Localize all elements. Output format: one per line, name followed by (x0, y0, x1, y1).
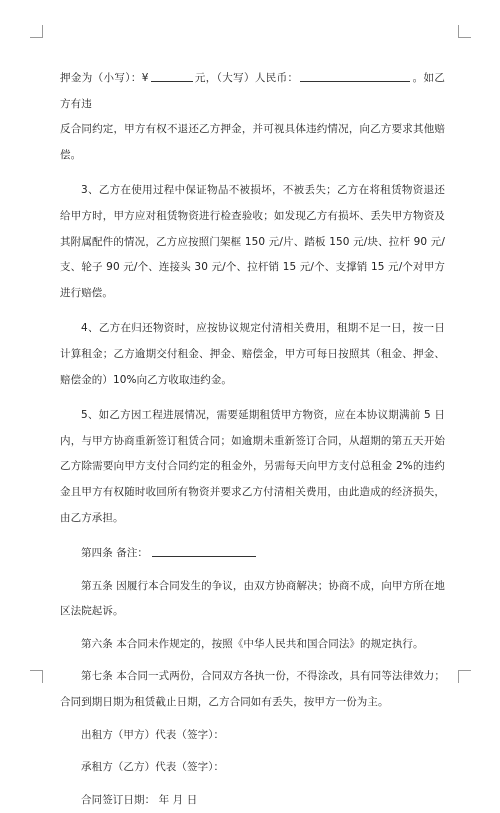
note-line (60, 541, 445, 567)
deposit-prefix: 押金为（小写）：¥ (60, 72, 149, 84)
document-body (60, 66, 445, 813)
signing-date: 合同签订日期： 年 月 日 (81, 793, 198, 806)
crop-mark-bottom-left (30, 670, 43, 683)
crop-mark-bottom-right (458, 670, 471, 683)
deposit-line (60, 66, 445, 117)
clause-6: 第六条 本合同未作规定的，按照《中华人民共和国合同法》的规定执行。 (81, 637, 424, 650)
lessor-signature: 出租方（甲方）代表（签字）： (81, 728, 225, 741)
paragraph-clause-4: 4、乙方在归还物资时，应按协议规定付清相关费用，租期不足一日，按一日计算租金；乙方逾期交付租金、押金、赔偿金，甲方可每日按照其（租金、押金、赔偿金的）10%向乙方收取违约金。 (60, 322, 445, 386)
paragraph-clause-3: 3、乙方在使用过程中保证物品不被损坏，不被丢失；乙方在将租赁物资退还给甲方时，甲方应对租赁物资进行检查验收；如发现乙方有损坏、丢失甲方物资及其附属配件的情况，乙方应按照门架框 150 元/片、踏板 150 元/块、拉杆 90 元/支、轮子 90 元/个、连接头 30 元/个、拉杆销 15 元/个、支撑销 15 元/个对甲方进行赔偿。 (60, 184, 445, 299)
deposit-uppercase-blank (300, 69, 410, 82)
crop-mark-top-right (458, 25, 471, 38)
note-label: 第四条 备注： (81, 547, 149, 560)
clause-5: 第五条 因履行本合同发生的争议，由双方协商解决；协商不成，向甲方所在地区法院起诉。 (60, 579, 445, 618)
paragraph-clause-5: 5、如乙方因工程进展情况，需要延期租赁甲方物资，应在本协议期满前 5 日内，与甲方协商重新签订租赁合同；如逾期未重新签订合同，从超期的第五天开始乙方除需要向甲方支付合同约定的租金外，另需每天向甲方支付总租金 2%的违约金且甲方有权随时收回所有物资并要求乙方付清相关费用，由此造成的经济损失，由乙方承担。 (60, 409, 445, 524)
crop-mark-top-left (30, 25, 43, 38)
deposit-amount-blank (151, 69, 193, 82)
deposit-middle: 元，（大写）人民币： (194, 72, 299, 84)
clause-7: 第七条 本合同一式两份，合同双方各执一份，不得涂改，具有同等法律效力；合同到期日期为租赁截止日期，乙方合同如有丢失，按甲方一份为主。 (60, 670, 445, 709)
deposit-suffix: 。如乙方有违 (60, 72, 445, 110)
note-blank (152, 544, 256, 557)
paragraph-deposit-cont: 反合同约定，甲方有权不退还乙方押金，并可视具体违约情况，向乙方要求其他赔偿。 (60, 123, 445, 161)
lessee-signature: 承租方（乙方）代表（签字）： (81, 761, 225, 774)
